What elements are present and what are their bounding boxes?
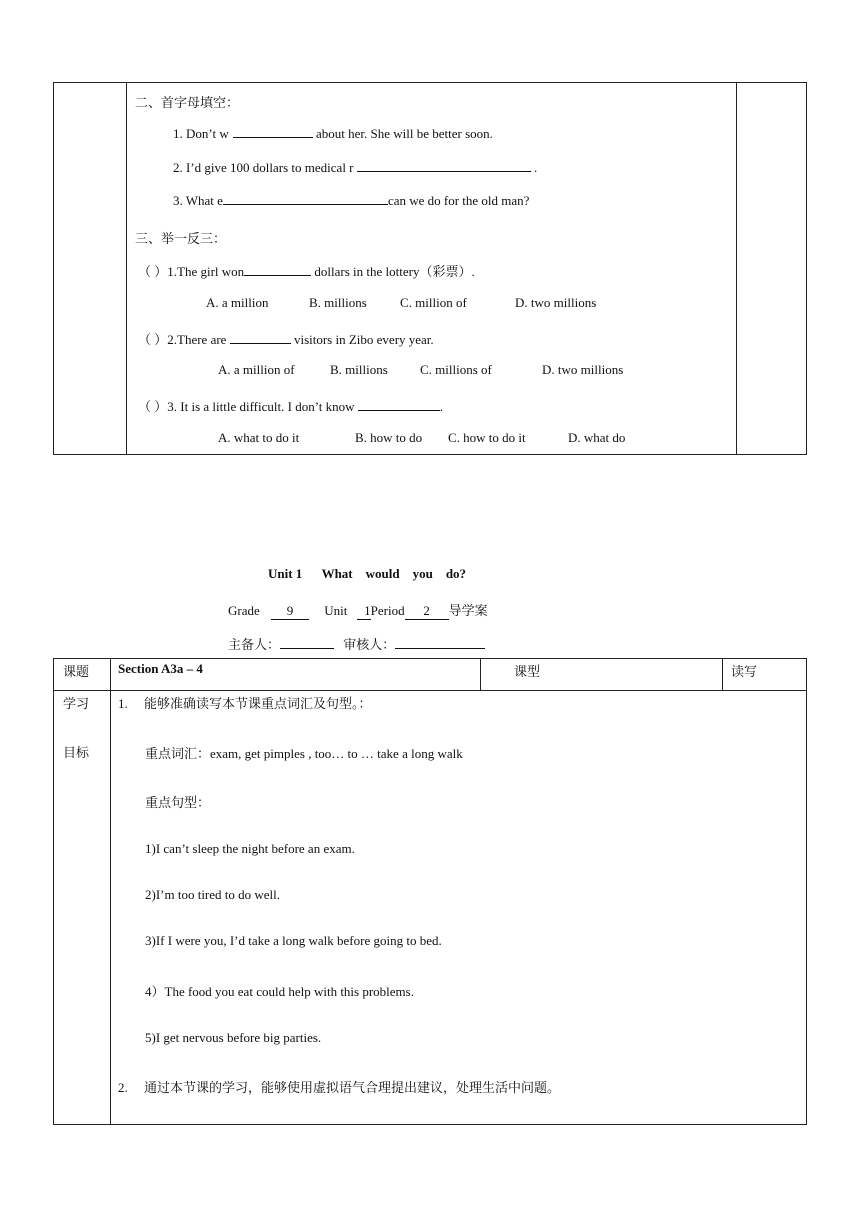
question-1-option-d: D. two millions (515, 295, 597, 310)
question-2-blank (230, 332, 291, 344)
goal-1-number: 1. (118, 696, 128, 711)
question-2-option-d: D. two millions (542, 362, 624, 377)
sentence-title: 重点句型： (145, 795, 211, 810)
question-1-pre: 1.The girl won (167, 264, 245, 279)
reviewer-blank (395, 637, 485, 649)
fill-item-2-pre: 2. I’d give 100 dollars to medical r (173, 160, 357, 175)
preparer-label: 主备人： (228, 637, 281, 652)
sentence-5: 5)I get nervous before big parties. (145, 1030, 322, 1045)
question-1-option-a: A. a million (206, 295, 269, 310)
question-1-paren: （ ） (138, 264, 168, 279)
fill-item-3 (173, 193, 529, 209)
fill-item-1-pre: 1. Don’t w (173, 126, 229, 141)
period-value: 2 (405, 603, 449, 620)
topic-value: Section A3a – 4 (118, 661, 203, 676)
bottom-table-row-divider (53, 690, 807, 691)
fill-item-1 (173, 126, 493, 142)
top-table-divider-2 (736, 82, 737, 454)
grade-label: Grade (228, 603, 260, 618)
question-3-option-c: C. how to do it (448, 430, 526, 445)
top-table-divider-1 (126, 82, 127, 454)
question-2-post: visitors in Zibo every year. (290, 332, 434, 347)
question-3-paren: （ ） (138, 399, 168, 414)
fill-item-2-blank (357, 160, 531, 172)
fill-item-1-blank (233, 126, 313, 138)
unit-value: 1 (357, 603, 371, 620)
type-value: 读写 (731, 664, 758, 679)
question-1-option-c: C. million of (400, 295, 467, 310)
goal-2 (118, 1077, 560, 1096)
question-1 (138, 261, 475, 280)
section2-title: 二、首字母填空： (135, 95, 240, 110)
fill-item-3-post: can we do for the old man? (387, 193, 530, 208)
top-table-border-top (53, 82, 807, 83)
question-3-option-a: A. what to do it (218, 430, 300, 445)
period-label: Period (370, 603, 405, 618)
grade-line (228, 600, 488, 620)
question-2 (138, 329, 434, 348)
grade-value: 9 (271, 603, 309, 620)
goal-2-number: 2. (118, 1080, 128, 1095)
bottom-table-border-bottom (53, 1124, 807, 1125)
topic-label: 课题 (63, 664, 90, 679)
question-2-pre: 2.There are (167, 332, 230, 347)
goal-1 (118, 693, 372, 712)
unit-label: Unit (324, 603, 348, 618)
question-1-post: dollars in the lottery（彩票）. (311, 264, 475, 279)
preparer-blank (280, 637, 334, 649)
vocab-line: 重点词汇：exam, get pimples , too… to … take a long walk (145, 746, 463, 761)
bottom-table-divider-2 (480, 658, 481, 690)
sentence-2: 2)I’m too tired to do well. (145, 887, 281, 902)
preparer-line (228, 634, 485, 653)
fill-item-3-pre: 3. What e (173, 193, 223, 208)
question-2-option-c: C. millions of (420, 362, 492, 377)
top-table-border-bottom (53, 454, 807, 455)
bottom-table-border-top (53, 658, 807, 659)
goal-label-2: 目标 (63, 745, 90, 760)
reviewer-label: 审核人： (343, 637, 396, 652)
question-3-option-b: B. how to do (355, 430, 423, 445)
goal-1-text: 能够准确读写本节课重点词汇及句型。： (144, 696, 372, 711)
bottom-table-border-left (53, 658, 54, 1124)
question-3-option-d: D. what do (568, 430, 626, 445)
question-2-option-b: B. millions (330, 362, 388, 377)
unit-title: Unit 1 What would you do? (268, 566, 467, 581)
fill-item-1-post: about her. She will be better soon. (312, 126, 493, 141)
fill-item-2-post: . (530, 160, 538, 175)
sentence-3: 3)If I were you, I’d take a long walk before going to bed. (145, 933, 442, 948)
question-2-option-a: A. a million of (218, 362, 295, 377)
question-2-paren: （ ） (138, 332, 168, 347)
top-table-border-right (806, 82, 807, 454)
fill-item-3-blank (223, 193, 388, 205)
plan-label: 导学案 (448, 603, 488, 618)
question-1-option-b: B. millions (309, 295, 367, 310)
sentence-1: 1)I can’t sleep the night before an exam. (145, 841, 355, 856)
sentence-4: 4）The food you eat could help with this problems. (145, 984, 414, 999)
bottom-table-border-right (806, 658, 807, 1124)
fill-item-2 (173, 160, 537, 176)
type-label: 课型 (514, 664, 541, 679)
goal-label-1: 学习 (63, 696, 90, 711)
question-3-blank (358, 399, 440, 411)
question-3-post: . (439, 399, 444, 414)
question-1-blank (244, 264, 311, 276)
bottom-table-col-divider (110, 658, 111, 1124)
goal-2-text: 通过本节课的学习，能够使用虚拟语气合理提出建议，处理生活中问题。 (144, 1080, 561, 1095)
top-table-border-left (53, 82, 54, 454)
question-3 (138, 396, 443, 415)
section3-title: 三、举一反三： (135, 231, 227, 246)
bottom-table-divider-3 (722, 658, 723, 690)
question-3-pre: 3. It is a little difficult. I don’t know (167, 399, 358, 414)
